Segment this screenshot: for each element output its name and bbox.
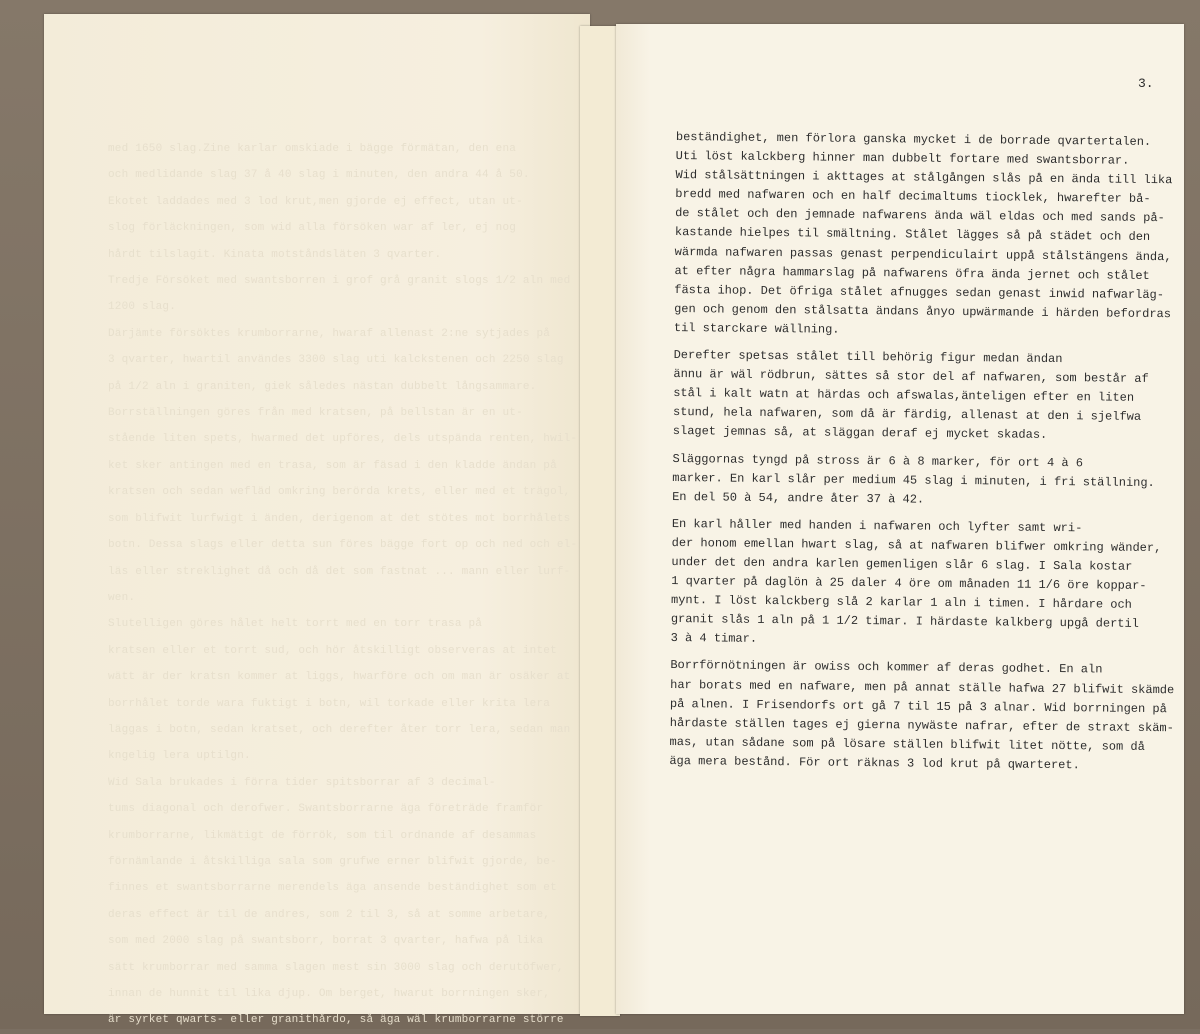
text-line: En del 50 à 54, andre åter 37 à 42. <box>672 489 925 507</box>
page-edge <box>580 26 620 1016</box>
left-text-line: innan de hunnit til lika djup. Om berget, hwarut borrningen sker, <box>108 988 551 1000</box>
text-line: slaget jemnas så, at släggan deraf ej mycket skadas. <box>672 424 1048 443</box>
left-text-line: och medlidande slag 37 å 40 slag i minuten, den andra 44 å 50. <box>108 169 530 182</box>
left-text-line: tums diagonal och derofwer. Swantsborrarne äga företräde framför <box>108 803 544 816</box>
left-text-line: kratsen eller et torrt sud, och hör åtskilligt observeras at intet <box>108 644 557 657</box>
bleed-through-text <box>108 64 608 1027</box>
left-text-line: är syrket qwarts- eller granithårdo, så äga wäl krumborrarne större <box>108 1014 564 1027</box>
left-text-line: Slutelligen göres hålet helt torrt med en torr trasa på <box>108 618 483 631</box>
text-line: fästa ihop. Det öfriga stålet afnugges sedan genast inwid nafwarläg- <box>674 282 1165 302</box>
text-line: äga mera bestånd. För ort räknas 3 lod krut på qwarteret. <box>669 753 1080 773</box>
left-text-line: stående liten spets, hwarmed det upföres, dels utspända renten, hwil- <box>108 433 578 446</box>
text-line: Wid stålsättningen i akttages at stålgången slås på en ända till lika <box>675 168 1173 188</box>
left-text-line: Wid Sala brukades i förra tider spitsborrar af 3 decimal- <box>108 776 496 789</box>
left-text-line: kngelig lera uptilgn. <box>108 750 251 763</box>
text-line: Släggornas tyngd på stross är 6 à 8 marker, för ort 4 à 6 <box>672 451 1084 470</box>
left-text-line: krumborrarne, likmätigt de förrök, som til ordnande af desammas <box>108 829 537 842</box>
text-line: beständighet, men förlora ganska mycket i de borrade qvartertalen. <box>675 129 1152 149</box>
text-line: de stålet och den jemnade nafwarens ända wäl eldas och med sands på- <box>675 206 1165 226</box>
left-text-line: deras effect är til de andres, som 2 til 3, så at somme arbetare, <box>108 908 551 921</box>
paragraph <box>672 449 1163 511</box>
text-line: mynt. I löst kalckberg slå 2 karlar 1 aln i timen. I hårdare och <box>670 593 1132 612</box>
left-text-line: hårdt tilslagit. Kinata motståndsläten 3 qvarter. <box>108 248 442 261</box>
left-text-line: läggas i botn, sedan kratset, och derefter åter torr lera, sedan man <box>108 723 571 736</box>
left-text-line: wen. <box>108 591 136 604</box>
text-line: stund, hela nafwaren, som då är färdig, allenast at den i sjelfwa <box>672 405 1142 425</box>
text-line: under det den andra karlen gemenligen slår 6 slag. I Sala kostar <box>671 554 1133 574</box>
paragraph <box>673 346 1164 447</box>
text-line: En karl håller med handen i nafwaren och lyfter samt wri- <box>671 516 1083 536</box>
text-line: gen och genom den stålsatta ändans ånyo upwärmande i härden befordras <box>674 301 1172 322</box>
right-page-body <box>669 128 1175 776</box>
text-line: kastande hielpes til smältning. Stålet lägges så på städet och den <box>674 225 1151 245</box>
paragraph <box>673 128 1173 343</box>
left-text-line: borrhålet torde wara fuktigt i botn, wil torkade eller krita lera <box>108 697 551 710</box>
left-text-line: slog förläckningen, som wid alla försöken war af ler, ej nog <box>108 222 517 235</box>
text-line: granit slås 1 aln på 1 1/2 timar. I härdaste kalkberg upgå dertil <box>670 612 1139 632</box>
left-text-line: Borrställningen göres från med kratsen, på bellstan är en ut- <box>108 407 523 420</box>
left-text-line: läs eller streklighet då och då det som fastnat ... mann eller lurf- <box>108 565 571 578</box>
left-text-line: som blifwit lurfwigt i änden, derigenom at det stötes mot borrhålets <box>108 512 571 525</box>
left-text-line: med 1650 slag.Zine karlar omskiade i bägge förmätan, den ena <box>108 143 517 155</box>
left-text-line: på 1/2 aln i graniten, giek således nästan dubbelt långsammare. <box>108 380 537 393</box>
left-page-body <box>108 136 608 1034</box>
left-text-line: Därjämte försöktes krumborrarne, hwaraf allenast 2:ne sytjades på <box>108 327 551 340</box>
text-line: til starckare wällning. <box>673 320 840 337</box>
left-text-line: botn. Dessa slags eller detta sun föres bägge fort op och ned och el- <box>108 539 578 552</box>
left-text-line: som med 2000 slag på swantsborr, borrat 3 qvarter, hafwa på lika <box>108 935 544 948</box>
text-line: Derefter spetsas stålet till behörig figur medan ändan <box>673 348 1063 367</box>
text-line: wärmda nafwaren passas genast perpendiculairt uppå stålstängens ända, <box>674 244 1172 264</box>
text-line: der honom emellan hwart slag, så at nafwaren blifwer omkring wänder, <box>671 535 1162 555</box>
left-text-line: sätt krumborrar med samma slagen mest sin 3000 slag och derutöfwer, <box>108 961 564 974</box>
text-line: hårdaste ställen tages ej gierna nywäste nafrar, efter de straxt skäm- <box>669 715 1174 735</box>
paragraph <box>669 656 1175 776</box>
left-text-line: ket sker antingen med en trasa, som är fäsad i den kladde ändan på <box>108 459 557 472</box>
text-line: stål i kalt watn at härdas och afswalas,änteligen efter en liten <box>673 386 1135 406</box>
paragraph <box>671 515 1162 654</box>
text-line: at efter några hammarslag på nafwarens öfra ända jernet och stålet <box>674 263 1150 283</box>
text-line: bredd med nafwaren och en half decimaltums tiocklek, hwarefter bå- <box>675 187 1151 207</box>
left-text-line: 3 qvarter, hwartil användes 3300 slag uti kalckstenen och 2250 slag <box>108 354 564 367</box>
left-text-line: 1200 slag. <box>108 301 177 314</box>
text-line: 3 à 4 timar. <box>670 631 758 647</box>
text-line: på alnen. I Frisendorfs ort gå 7 til 15 på 3 alnar. Wid borrningen på <box>669 696 1167 716</box>
left-page <box>44 14 590 1027</box>
text-line: mas, utan sådane som på lösare ställen blifwit litet nötte, som då <box>669 734 1145 754</box>
text-line: Uti löst kalckberg hinner man dubbelt fortare med swantsborrar. <box>675 149 1130 168</box>
text-line: Borrförnötningen är owiss och kommer af deras godhet. En aln <box>670 658 1103 677</box>
right-page-number: 3. <box>1138 76 1154 91</box>
text-line: 1 qvarter på daglön à 25 daler 4 öre om månaden 11 1/6 öre koppar- <box>671 574 1147 594</box>
left-text-line: wätt är der kratsn kommer at liggs, hwarföre och om man är osäker at <box>108 671 571 684</box>
left-text-line: Tredje Försöket med swantsborren i grof grå granit slogs 1/2 aln med <box>108 275 571 288</box>
left-text-line: Ekotet laddades med 3 lod krut,men gjorde ej effect, utan ut- <box>108 195 523 208</box>
text-line: har borats med en nafware, men på annat ställe hafwa 27 blifwit skämde <box>670 677 1175 697</box>
left-text-line: förnämlande i åtskilliga sala som grufwe erner blifwit gjorde, be- <box>108 855 557 868</box>
left-text-line: kratsen och sedan wefläd omkring berörda krets, eller med et trägol, <box>108 486 571 499</box>
left-text-line: finnes et swantsborrarne merendels äga ansende beständighet som et <box>108 882 557 895</box>
text-line: marker. En karl slår per medium 45 slag i minuten, i fri ställning. <box>672 470 1155 490</box>
text-line: ännu är wäl rödbrun, sättes så stor del af nafwaren, som består af <box>673 367 1149 387</box>
